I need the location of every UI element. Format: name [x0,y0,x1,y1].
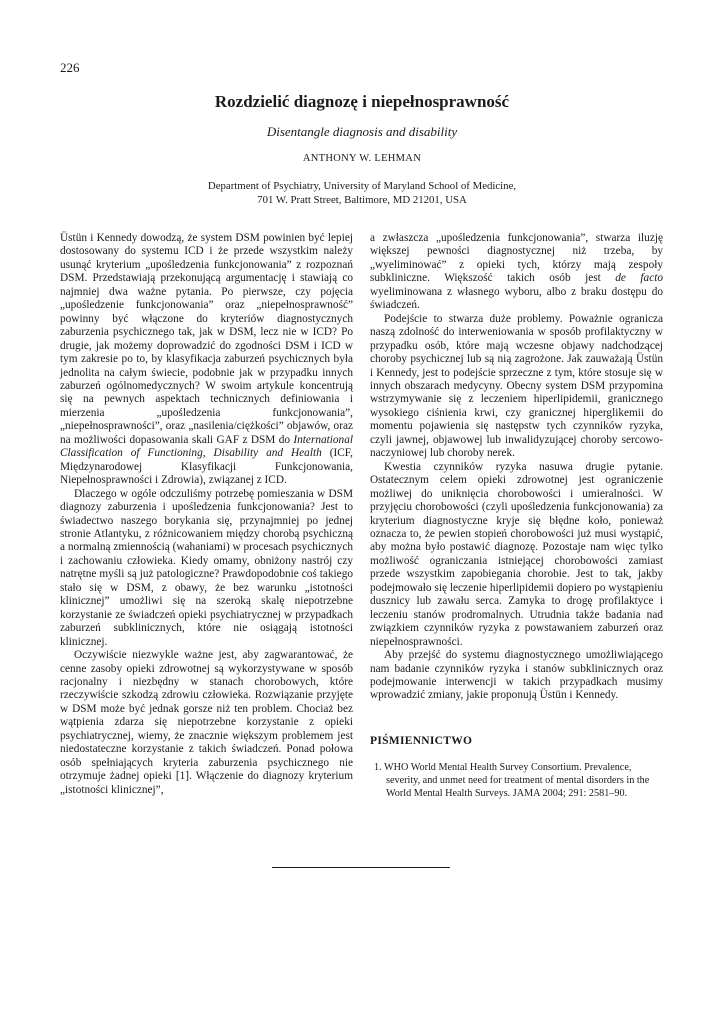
right-column [370,232,663,800]
end-rule [272,867,450,868]
article-title: Rozdzielić diagnozę i niepełnosprawność [214,92,510,111]
affiliation-line: Department of Psychiatry, University of Maryland School of Medicine, [207,180,517,192]
author-name: ANTHONY W. LEHMAN [302,153,422,164]
paragraph: Üstün i Kennedy dowodzą, że system DSM powinien być lepiej dostosowany do systemu ICD i że przede wszystkim należy usunąć kryterium „upośledzenia funkcjonowania” z rozpoznań DSM. Przedstawiają przekonującą argumentację i stawiają co najmniej dwa ważne pytania. Po pierwsze, czy pojęcia „upośledzenie funkcjonowania” oraz „niepełnosprawność” powinny być włączone do kryteriów diagnostycznych zaburzenia psychicznego tak, jak w DSM, lecz nie w ICD? Po drugie, jak możemy doprowadzić do zgodności DSM i ICD w tym zakresie po to, by klasyfikacja zaburzeń psychicznych była jednolita na całym świecie, podobnie jak w przypadku innych zaburzeń ogólnomedycznych? W swoim artykule koncentrują się na pewnych aspektach technicznych definiowania i mierzenia „upośledzenia funkcjonowania”, „niepełnosprawności”, oraz „nasilenia/ciężkości” objawów, oraz na możliwości dopasowania skali GAF z DSM do International Classification of Functioning, Disability and Health (ICF, Międzynarodowej Klasyfikacji Funkcjonowania, Niepełnosprawności i Zdrowia), związanej z ICD. [60,232,353,487]
page-number: 226 [60,60,80,75]
paragraph: a zwłaszcza „upośledzenia funkcjonowania”, stwarza iluzję większej pewności diagnostycznej niż trzeba, by „wyeliminować” z opieki tych, którzy mają zespoły subkliniczne. Większość takich osób jest de facto wyeliminowana z własnego wyboru, albo z braku dostępu do świadczeń. [370,232,664,312]
paragraph: Oczywiście niezwykle ważne jest, aby zagwarantować, że cenne zasoby opieki zdrowotnej są wykorzystywane w sposób racjonalny i niezbędny w stanach chorobowych, które rzeczywiście szkodzą zdrowiu człowieka. Rozwiązanie przyjęte w DSM może być jednak gorsze niż ten problem. Chociaż bez wątpienia zdarza się niepotrzebne korzystanie z opieki psychiatrycznej, wiemy, że znacznie większym problemem jest niedostateczne korzystanie z takich świadczeń. Ponad połowa osób spełniających kryteria zaburzenia psychicznego nie otrzymuje żadnej opieki [1]. Włączenie do diagnozy kryterium „istotności klinicznej”, [60,649,353,796]
left-column [60,232,353,797]
paragraph: Podejście to stwarza duże problemy. Poważnie ogranicza naszą zdolność do interweniowania w sposób profilaktyczny w przypadku osób, które mają wczesne objawy nadchodzącej choroby psychicznej lub są nią zagrożone. Jak zauważają Üstün i Kennedy, jest to podejście sprzeczne z tym, które stosuje się w innych obszarach medycyny. Obecny system DSM przypomina wstrzymywanie się z leczeniem hiperlipidemii, granicznego wysokiego ciśnienia krwi, czy granicznej hiperglikemii do momentu pojawienia się następstw tych czynników ryzyka, czyli jawnej, objawowej lub inwalidyzującej choroby sercowo-naczyniowej lub choroby nerek. [370,312,663,460]
references-list [370,762,663,800]
affiliation [0,180,724,207]
references-heading: PIŚMIENNICTWO [370,734,473,747]
reference-item: 1. WHO World Mental Health Survey Consortium. Prevalence, severity, and unmet need for treatment of mental disorders in the World Mental Health Surveys. JAMA 2004; 291: 2581–90. [374,762,650,799]
paragraph: Dlaczego w ogóle odczuliśmy potrzebę pomieszania w DSM diagnozy zaburzenia i upośledzenia funkcjonowania? Jest to świadectwo naszego borykania się, przynajmniej po jednej stronie Atlantyku, z różnicowaniem między chorobą psychiczną a normalną zmiennością (wahaniami) w procesach psychicznych i zachowaniu człowieka. Kiedy omamy, obniżony nastrój czy natrętne myśli są już patologiczne? Prawdopodobnie coś takiego stało się w DSM, z obawy, że bez warunku „istotności klinicznej” umożliwi się na szeroką skalę niepotrzebne korzystanie ze świadczeń opieki psychiatrycznej w przypadkach zaburzeń subklinicznych, które nie osiągają istotności klinicznej. [60,487,353,648]
paragraph: Aby przejść do systemu diagnostycznego umożliwiającego nam badanie czynników ryzyka i stanów subklinicznych oraz podejmowanie interwencji w takich przypadkach musimy wprowadzić zmiany, jakie proponują Üstün i Kennedy. [370,649,663,702]
paragraph: Kwestia czynników ryzyka nasuwa drugie pytanie. Ostatecznym celem opieki zdrowotnej jest ograniczenie możliwej do uniknięcia chorobowości i umieralności. W przyjęciu chorobowości (czyli upośledzenia funkcjonowania) za kryterium diagnostyczne kryje się błędne koło, ponieważ oznacza to, że pewien stopień chorobowości już musi wystąpić, aby można było postawić diagnozę. Pozostaje nam więc tylko możliwość ograniczania istniejącej chorobowości zamiast przede wszystkim zapobiegania chorobie. Jest to tak, jakby podejmowało się leczenie hiperlipidemii dopiero po wystąpieniu dusznicy lub zawału serca. Zamyka to drogę profilaktyce i leczeniu stanów prodromalnych. Utrudnia także badania nad związkiem czynników ryzyka z powstawaniem zaburzeń oraz niepełnosprawności. [370,460,663,648]
affiliation-line: 701 W. Pratt Street, Baltimore, MD 21201, USA [257,193,467,206]
right-column-body [370,232,663,703]
article-subtitle: Disentangle diagnosis and disability [266,124,458,139]
